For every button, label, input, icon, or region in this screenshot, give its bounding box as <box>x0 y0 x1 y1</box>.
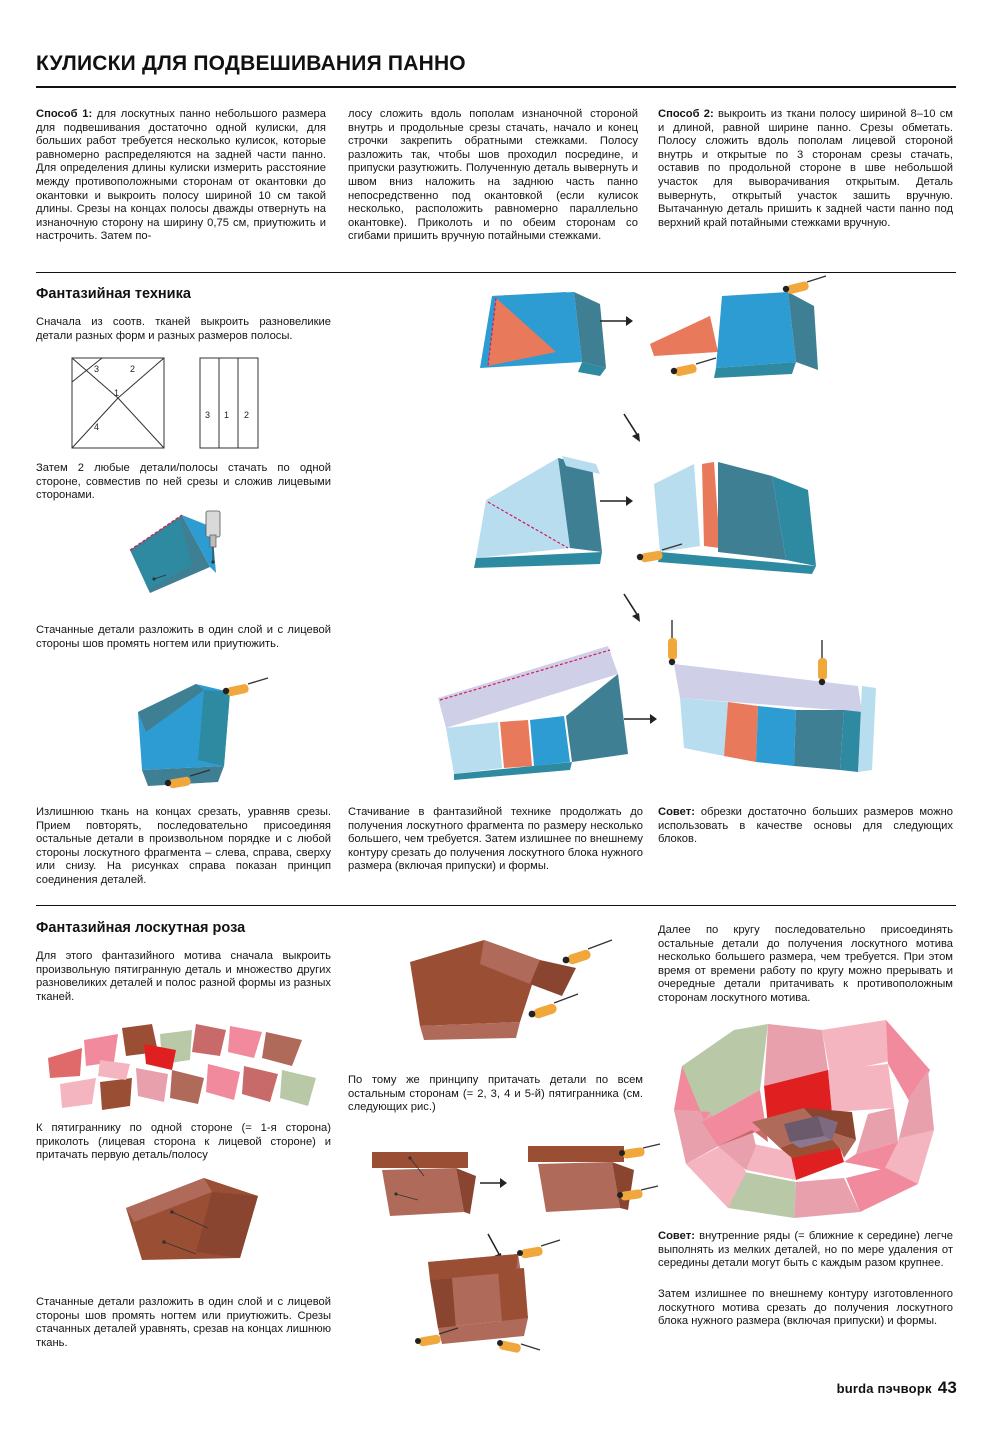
arrow-row1 <box>600 314 634 328</box>
figure-scattered-pieces <box>40 1018 330 1118</box>
figure-rose-two-sides-b <box>512 1134 662 1234</box>
arrow-row2-to-row3 <box>620 592 646 626</box>
figure-pentagon-first-strip <box>112 1172 282 1282</box>
intro-col3-text: Способ 2: выкроить из ткани полосу шириной 8–10 см и длиной, равной ширине панно. Срезы обметать. Полосу сложить вдоль пополам лицевой стороной внутрь и открытые по 3 сторонам срезы стачать, оставив по продольной стороне в шве небольшой участок для выворачивания открытым. Деталь вывернуть, открытый участок зашить вручную. Вытачанную деталь пришить к задней части панно под верхний край потайными стежками вручную. <box>658 108 953 229</box>
figure-fantasy-row2-left <box>462 452 662 584</box>
rose-step-2: К пятиграннику по одной стороне (= 1-я сторона) приколоть (лицевая сторона к лицевой стороне) и притачать первую деталь/полосу <box>36 1122 331 1162</box>
svg-text:2: 2 <box>244 410 250 420</box>
section-rule-1 <box>36 272 956 273</box>
svg-text:3: 3 <box>205 410 211 420</box>
figure-sewing-two-pieces <box>120 505 260 605</box>
footer-brand: burda пэчворк <box>836 1381 932 1396</box>
arrow-rose-1 <box>480 1176 508 1190</box>
rose-step-4: По тому же принципу притачать детали по всем остальным сторонам (= 2, 3, 4 и 5-й) пятигранника (см. следующих рис.) <box>348 1074 643 1114</box>
rose-step-5: Далее по кругу последовательно присоединять остальные детали до получения лоскутного мотива несколько большего размера, чем требуется. При этом время от времени работу по кругу можно прерывать и очередные детали притачивать к противоположным сторонам лоскутного мотива. <box>658 924 953 1004</box>
figure-rose-pentagon-sewing <box>380 934 640 1064</box>
page-number: 43 <box>937 1378 957 1397</box>
figure-fantasy-row1-left <box>470 282 650 392</box>
fantasy-tip: Совет: обрезки достаточно больших размеров можно использовать в качестве основы для следующих блоков. <box>658 806 953 846</box>
svg-text:1: 1 <box>224 410 230 420</box>
rose-tip: Совет: внутренние ряды (= ближние к середине) легче выполнять из мелких деталей, но по мере удаления от середины детали могут быть с каждым разом крупнее. <box>658 1230 953 1270</box>
svg-text:2: 2 <box>130 364 136 374</box>
section-heading-rose: Фантазийная лоскутная роза <box>36 920 246 936</box>
figure-rose-two-sides-c <box>398 1244 578 1364</box>
figure-fantasy-row3-right <box>662 620 902 790</box>
title-rule <box>36 86 956 88</box>
fantasy-step-3: Стачанные детали разложить в один слой и с лицевой стороны шов промять ногтем или приутюжить. <box>36 624 331 650</box>
arrow-row3 <box>624 712 658 726</box>
fantasy-step-1: Сначала из соотв. тканей выкроить разновеликие детали разных форм и разных размеров полосы. <box>36 316 331 342</box>
page-footer <box>837 1378 957 1398</box>
figure-fantasy-row3-left <box>432 628 652 788</box>
intro-col1-text: Способ 1: для лоскутных панно небольшого размера для подвешивания достаточно одной кулиски, для больших работ требуется несколько кулисок, которые равномерно распределяются на задней части панно. Для определения длины кулиски измерить расстояние между противоположными сторонам от окантовки до окантовки и выкроить полосу шириной 10 см такой длины. Срезы на концах полосы дважды отвернуть на изнаночную сторону на ширину 0,75 см, приутюжить и настрочить. Затем по- <box>36 108 326 243</box>
page-title: КУЛИСКИ ДЛЯ ПОДВЕШИВАНИЯ ПАННО <box>36 52 466 75</box>
figure-rose-two-sides-a <box>360 1142 500 1232</box>
intro-column-3 <box>658 108 953 230</box>
svg-text:4: 4 <box>94 422 100 432</box>
figure-pattern-pieces <box>72 358 272 454</box>
figure-fantasy-row2-right <box>640 442 855 592</box>
figure-fantasy-row1-right <box>638 282 848 402</box>
section-heading-fantasy: Фантазийная техника <box>36 286 191 302</box>
svg-text:1: 1 <box>114 388 120 398</box>
fantasy-step-5: Стачивание в фантазийной технике продолжать до получения лоскутного фрагмента по размеру несколько большего, чем требуется. Затем излишнее по внешнему контуру срезать до получения лоскутного блока нужного размера (включая припуски) и формы. <box>348 806 643 873</box>
figure-finished-rose-block <box>672 1012 942 1222</box>
intro-col2-text: лосу сложить вдоль пополам изнаночной стороной внутрь и продольные срезы стачать, начало и конец строчки закрепить обратными стежками. Полосу разложить так, чтобы шов проходил посредине, и припуски разутюжить. Полученную деталь вывернуть и швом вниз наложить на заднюю часть панно непосредственно под окантовкой (если кулисок несколько, расположить равномерно параллельно окантовке). Приколоть и по обеим сторонам со сгибами пришить вручную потайными стежками. <box>348 108 638 243</box>
section-rule-2 <box>36 905 956 906</box>
rose-step-3: Стачанные детали разложить в один слой и с лицевой стороны шов промять ногтем или приутюжить. Срезы стачанных деталей уравнять, срезав на концах лишнюю ткань. <box>36 1296 331 1349</box>
rose-after-tip: Затем излишнее по внешнему контуру изготовленного лоскутного мотива срезать до получения лоскутного блока нужного размера (включая припуски) и формы. <box>658 1288 953 1328</box>
figure-opened-pieces <box>118 670 288 798</box>
fantasy-step-4: Излишнюю ткань на концах срезать, уравняв срезы. Прием повторять, последовательно присоединяя остальные детали в произвольном порядке и с любой стороны лоскутного фрагмента – слева, справа, сверху или снизу. На рисунках справа показан принцип соединения деталей. <box>36 806 331 886</box>
rose-step-1: Для этого фантазийного мотива сначала выкроить произвольную пятигранную деталь и множество других разновеликих деталей и полос разной формы из разных тканей. <box>36 950 331 1003</box>
arrow-row1-to-row2 <box>620 412 646 446</box>
arrow-row2 <box>600 494 634 508</box>
fantasy-step-2: Затем 2 любые детали/полосы стачать по одной стороне, совместив по ней срезы и сложив лицевыми сторонами. <box>36 462 331 502</box>
svg-text:3: 3 <box>94 364 100 374</box>
intro-column-2 <box>348 108 638 244</box>
intro-column-1 <box>36 108 326 244</box>
